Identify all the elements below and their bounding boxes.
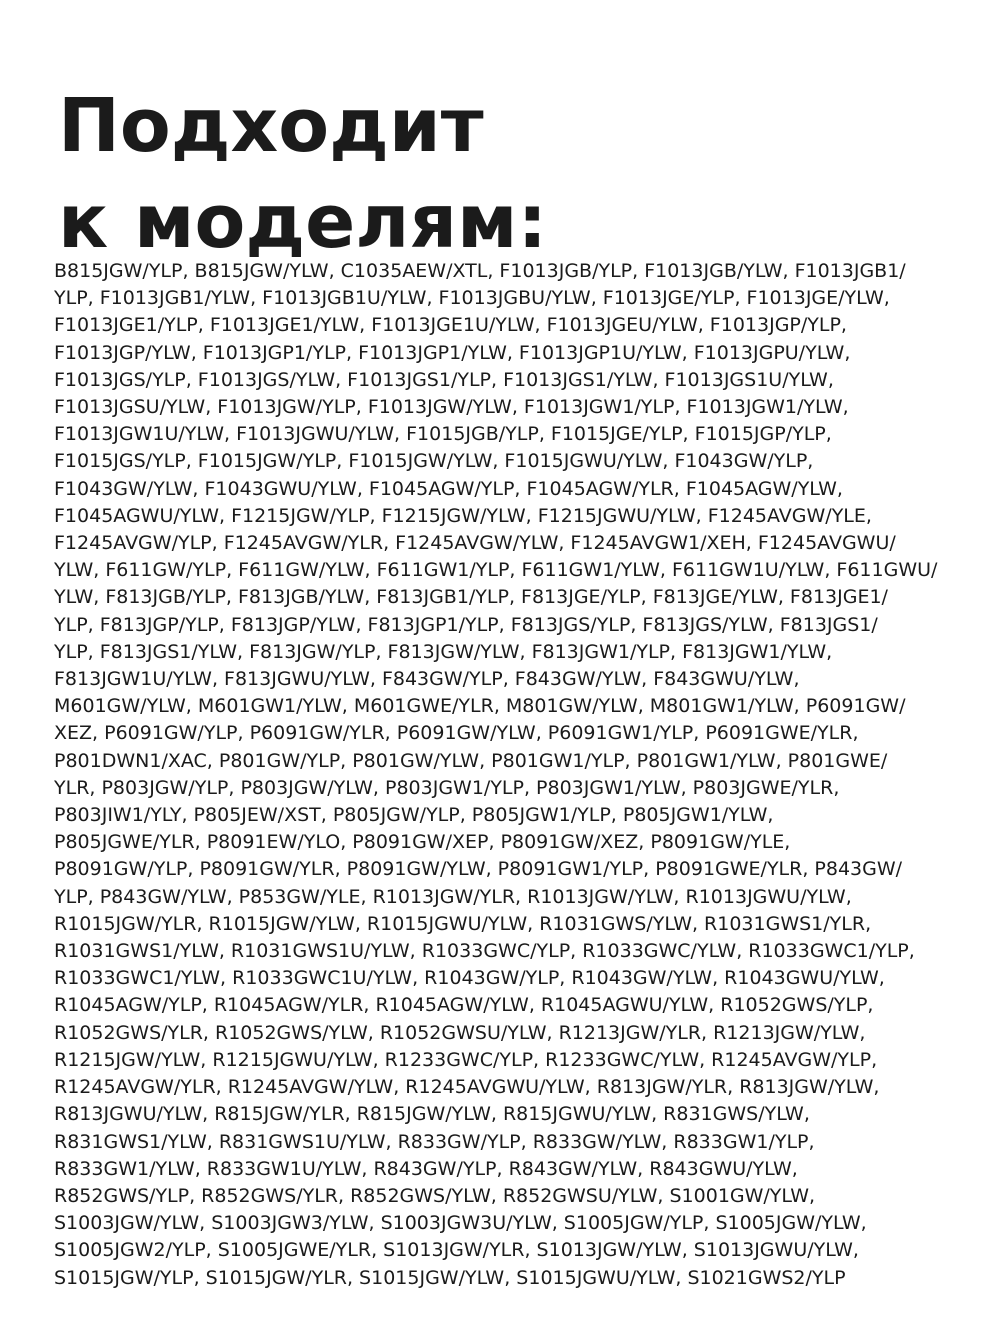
model-list-line: YLW, F611GW/YLP, F611GW/YLW, F611GW1/YLP, F611GW1/YLW, F611GW1U/YLW, F611GWU/ (54, 559, 938, 582)
title-line-2: к моделям: (58, 179, 548, 265)
model-list-line: R1031GWS1/YLW, R1031GWS1U/YLW, R1033GWC/YLP, R1033GWC/YLW, R1033GWC1/YLP, (54, 940, 915, 963)
model-list-line: YLP, F1013JGB1/YLW, F1013JGB1U/YLW, F1013JGBU/YLW, F1013JGE/YLP, F1013JGE/YLW, (54, 287, 890, 310)
model-list-line: R833GW1/YLW, R833GW1U/YLW, R843GW/YLP, R843GW/YLW, R843GWU/YLW, (54, 1157, 798, 1180)
model-list-line: F813JGW1U/YLW, F813JGWU/YLW, F843GW/YLP, F843GW/YLW, F843GWU/YLW, (54, 668, 800, 691)
title-line-1: Подходит (58, 83, 484, 169)
page-title (58, 78, 547, 270)
model-list-line: YLP, P843GW/YLW, P853GW/YLE, R1013JGW/YLR, R1013JGW/YLW, R1013JGWU/YLW, (54, 885, 852, 908)
model-list-line: F1013JGE1/YLP, F1013JGE1/YLW, F1013JGE1U/YLW, F1013JGEU/YLW, F1013JGP/YLP, (54, 314, 847, 337)
model-list-line: YLP, F813JGP/YLP, F813JGP/YLW, F813JGP1/YLP, F813JGS/YLP, F813JGS/YLW, F813JGS1/ (54, 613, 878, 636)
model-list-line: R1052GWS/YLR, R1052GWS/YLW, R1052GWSU/YLW, R1213JGW/YLR, R1213JGW/YLW, (54, 1021, 866, 1044)
model-list-line: F1013JGSU/YLW, F1013JGW/YLP, F1013JGW/YLW, F1013JGW1/YLP, F1013JGW1/YLW, (54, 396, 849, 419)
model-list (54, 258, 954, 1292)
model-list-line: F1245AVGW/YLP, F1245AVGW/YLR, F1245AVGW/YLW, F1245AVGW1/XEH, F1245AVGWU/ (54, 532, 896, 555)
model-list-line: R1245AVGW/YLR, R1245AVGW/YLW, R1245AVGWU/YLW, R813JGW/YLR, R813JGW/YLW, (54, 1076, 880, 1099)
model-list-line: S1003JGW/YLW, S1003JGW3/YLW, S1003JGW3U/YLW, S1005JGW/YLP, S1005JGW/YLW, (54, 1212, 867, 1235)
model-list-line: F1013JGW1U/YLW, F1013JGWU/YLW, F1015JGB/YLP, F1015JGE/YLP, F1015JGP/YLP, (54, 423, 832, 446)
model-list-line: F1045AGWU/YLW, F1215JGW/YLP, F1215JGW/YLW, F1215JGWU/YLW, F1245AVGW/YLE, (54, 504, 872, 527)
model-list-line: S1005JGW2/YLP, S1005JGWE/YLR, S1013JGW/YLR, S1013JGW/YLW, S1013JGWU/YLW, (54, 1239, 859, 1262)
model-list-line: F1013JGP/YLW, F1013JGP1/YLP, F1013JGP1/YLW, F1013JGP1U/YLW, F1013JGPU/YLW, (54, 341, 851, 364)
model-list-line: R1045AGW/YLP, R1045AGW/YLR, R1045AGW/YLW, R1045AGWU/YLW, R1052GWS/YLP, (54, 994, 874, 1017)
model-list-line: S1015JGW/YLP, S1015JGW/YLR, S1015JGW/YLW, S1015JGWU/YLW, S1021GWS2/YLP (54, 1266, 846, 1289)
model-list-line: R1033GWC1/YLW, R1033GWC1U/YLW, R1043GW/YLP, R1043GW/YLW, R1043GWU/YLW, (54, 967, 885, 990)
model-list-line: R813JGWU/YLW, R815JGW/YLR, R815JGW/YLW, R815JGWU/YLW, R831GWS/YLW, (54, 1103, 810, 1126)
model-list-line: XEZ, P6091GW/YLP, P6091GW/YLR, P6091GW/YLW, P6091GW1/YLP, P6091GWE/YLR, (54, 722, 859, 745)
model-list-line: R852GWS/YLP, R852GWS/YLR, R852GWS/YLW, R852GWSU/YLW, S1001GW/YLW, (54, 1184, 816, 1207)
model-list-line: B815JGW/YLP, B815JGW/YLW, C1035AEW/XTL, F1013JGB/YLP, F1013JGB/YLW, F1013JGB1/ (54, 260, 906, 282)
model-list-line: YLW, F813JGB/YLP, F813JGB/YLW, F813JGB1/YLP, F813JGE/YLP, F813JGE/YLW, F813JGE1/ (54, 586, 888, 609)
model-list-line: P803JIW1/YLY, P805JEW/XST, P805JGW/YLP, P805JGW1/YLP, P805JGW1/YLW, (54, 804, 774, 827)
model-list-line: YLR, P803JGW/YLP, P803JGW/YLW, P803JGW1/YLP, P803JGW1/YLW, P803JGWE/YLR, (54, 776, 840, 799)
model-list-line: R831GWS1/YLW, R831GWS1U/YLW, R833GW/YLP, R833GW/YLW, R833GW1/YLP, (54, 1130, 815, 1153)
model-list-line: R1015JGW/YLR, R1015JGW/YLW, R1015JGWU/YLW, R1031GWS/YLW, R1031GWS1/YLR, (54, 912, 872, 935)
model-list-line: F1043GW/YLW, F1043GWU/YLW, F1045AGW/YLP, F1045AGW/YLR, F1045AGW/YLW, (54, 477, 843, 500)
model-list-line: YLP, F813JGS1/YLW, F813JGW/YLP, F813JGW/YLW, F813JGW1/YLP, F813JGW1/YLW, (54, 640, 833, 663)
model-list-line: P8091GW/YLP, P8091GW/YLR, P8091GW/YLW, P8091GW1/YLP, P8091GWE/YLR, P843GW/ (54, 858, 903, 881)
model-list-line: R1215JGW/YLW, R1215JGWU/YLW, R1233GWC/YLP, R1233GWC/YLW, R1245AVGW/YLP, (54, 1048, 878, 1071)
model-list-line: M601GW/YLW, M601GW1/YLW, M601GWE/YLR, M801GW/YLW, M801GW1/YLW, P6091GW/ (54, 695, 906, 718)
model-list-line: F1013JGS/YLP, F1013JGS/YLW, F1013JGS1/YLP, F1013JGS1/YLW, F1013JGS1U/YLW, (54, 368, 834, 391)
model-list-line: P805JGWE/YLR, P8091EW/YLO, P8091GW/XEP, P8091GW/XEZ, P8091GW/YLE, (54, 831, 791, 854)
model-list-line: P801DWN1/XAC, P801GW/YLP, P801GW/YLW, P801GW1/YLP, P801GW1/YLW, P801GWE/ (54, 749, 888, 772)
model-list-line: F1015JGS/YLP, F1015JGW/YLP, F1015JGW/YLW, F1015JGWU/YLW, F1043GW/YLP, (54, 450, 814, 473)
